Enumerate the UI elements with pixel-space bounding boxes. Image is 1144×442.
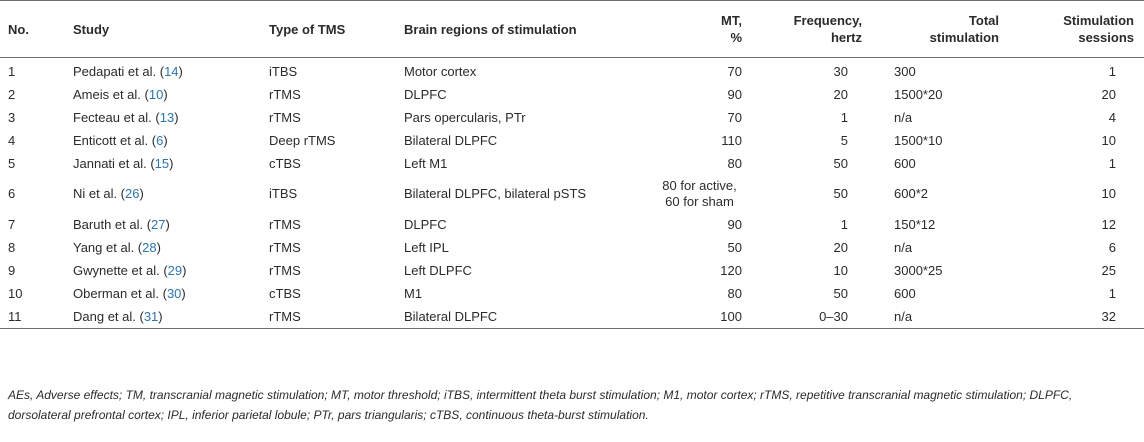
study-author: Oberman et al. ( (73, 285, 167, 301)
cell-mt (635, 236, 764, 259)
header-frequency (764, 1, 884, 58)
cell-regions: M1 (404, 285, 423, 301)
cell-regions: Left DLPFC (404, 262, 472, 278)
study-author: Ni et al. ( (73, 186, 126, 201)
cell-no: 3 (8, 109, 16, 125)
table-row (0, 213, 1144, 236)
cell-sessions: 25 (1101, 262, 1116, 278)
cell-type: cTBS (269, 155, 301, 171)
table-row (0, 106, 1144, 129)
table-row (0, 83, 1144, 106)
study-close-paren: ) (156, 239, 161, 255)
cell-study (73, 259, 269, 282)
study-close-paren: ) (165, 216, 170, 232)
study-author: Baruth et al. ( (73, 216, 152, 232)
table-row (0, 305, 1144, 329)
mt-value: 90 (727, 216, 742, 232)
cell-total: 150*12 (894, 216, 936, 232)
table-row (0, 152, 1144, 175)
cell-no: 6 (8, 186, 16, 201)
study-close-paren: ) (163, 132, 168, 148)
cell-mt (635, 129, 764, 152)
cell-sessions: 1 (1108, 285, 1116, 301)
mt-value: 110 (721, 132, 742, 148)
header-total (884, 1, 1015, 58)
study-author: Yang et al. ( (73, 239, 143, 255)
header-mt-line2: % (730, 30, 742, 45)
cell-mt (635, 213, 764, 236)
reference-link[interactable]: 14 (164, 63, 179, 79)
study-close-paren: ) (182, 262, 187, 278)
cell-no: 9 (8, 262, 16, 278)
mt-value: 80 (727, 285, 742, 301)
cell-type: rTMS (269, 305, 404, 329)
reference-link[interactable]: 10 (148, 86, 164, 102)
table-row (0, 129, 1144, 152)
cell-sessions: 1 (1108, 63, 1116, 79)
cell-study (73, 213, 269, 236)
mt-value: 70 (727, 109, 742, 125)
cell-type: rTMS (269, 109, 301, 125)
cell-sessions: 10 (1101, 132, 1116, 148)
header-total-line1: Total (968, 13, 999, 28)
cell-sessions: 10 (1101, 186, 1116, 201)
cell-regions: Left M1 (404, 155, 448, 171)
cell-study (73, 152, 269, 175)
header-sessions-line1: Stimulation (1063, 13, 1134, 28)
cell-no: 4 (8, 132, 16, 148)
cell-study (73, 305, 269, 329)
cell-mt (635, 83, 764, 106)
header-study: Study (73, 1, 269, 58)
table-row (0, 259, 1144, 282)
cell-total: 600 (894, 285, 916, 301)
cell-mt (635, 259, 764, 282)
cell-regions: Motor cortex (404, 63, 477, 79)
cell-type: iTBS (269, 63, 298, 79)
cell-study (73, 282, 269, 305)
mt-value: 80 (727, 155, 742, 171)
cell-regions: DLPFC (404, 86, 447, 102)
reference-link[interactable]: 28 (142, 239, 157, 255)
cell-study (73, 106, 269, 129)
table-row (0, 282, 1144, 305)
table-row (0, 236, 1144, 259)
header-type: Type of TMS (269, 1, 404, 58)
cell-frequency: 50 (833, 285, 848, 301)
cell-no: 10 (8, 285, 23, 301)
mt-value: 90 (727, 86, 742, 102)
cell-total: n/a (894, 239, 913, 255)
mt-value-line2: 60 for sham (665, 194, 734, 209)
header-total-line2: stimulation (929, 30, 999, 45)
study-close-paren: ) (181, 285, 186, 301)
study-author: Jannati et al. ( (73, 155, 155, 171)
table-header-row (0, 1, 1144, 58)
cell-type: Deep rTMS (269, 132, 336, 148)
cell-frequency: 30 (833, 63, 848, 79)
cell-sessions: 6 (1108, 239, 1116, 255)
mt-value: 70 (727, 63, 742, 79)
cell-mt (635, 58, 764, 84)
cell-frequency: 1 (840, 216, 848, 232)
cell-frequency: 20 (833, 86, 848, 102)
cell-study (73, 58, 269, 84)
cell-sessions: 1 (1108, 155, 1116, 171)
study-close-paren: ) (174, 109, 179, 125)
cell-total: 1500*10 (894, 132, 943, 148)
cell-no: 11 (0, 305, 73, 329)
study-author: Pedapati et al. ( (73, 63, 165, 79)
header-frequency-line2: hertz (830, 30, 862, 45)
mt-value: 120 (720, 262, 742, 278)
cell-study (73, 129, 269, 152)
cell-no: 2 (8, 86, 16, 102)
cell-type: rTMS (269, 216, 301, 232)
table-body (0, 58, 1144, 329)
reference-link[interactable]: 15 (154, 155, 170, 171)
mt-value: 50 (727, 239, 742, 255)
cell-regions: Bilateral DLPFC, bilateral pSTS (404, 186, 587, 201)
study-close-paren: ) (178, 63, 183, 79)
reference-link[interactable]: 6 (156, 132, 164, 148)
cell-regions: Left IPL (404, 239, 449, 255)
header-sessions-line2: sessions (1078, 30, 1134, 45)
reference-link[interactable]: 27 (151, 216, 166, 232)
cell-no: 1 (8, 63, 16, 79)
cell-type: rTMS (269, 86, 301, 102)
table-row (0, 58, 1144, 84)
cell-total: 300 (894, 63, 916, 79)
cell-frequency: 1 (840, 109, 848, 125)
mt-value: 80 for active, (662, 178, 737, 193)
cell-total: 3000*25 (894, 262, 943, 278)
cell-total: 600 (894, 155, 916, 171)
cell-mt (635, 305, 764, 329)
study-author: Enticott et al. ( (73, 132, 157, 148)
cell-frequency: 10 (833, 262, 848, 278)
header-no: No. (0, 1, 73, 58)
reference-link[interactable]: 30 (166, 285, 182, 301)
cell-type: cTBS (269, 285, 301, 301)
cell-total: 600*2 (894, 186, 928, 201)
study-author: Fecteau et al. ( (73, 109, 160, 125)
table-row (0, 175, 1144, 213)
cell-type: iTBS (269, 186, 298, 201)
cell-sessions: 4 (1108, 109, 1116, 125)
study-author: Ameis et al. ( (73, 86, 149, 102)
cell-mt (635, 152, 764, 175)
cell-regions: Pars opercularis, PTr (404, 109, 526, 125)
reference-link[interactable]: 29 (167, 262, 183, 278)
study-author: Gwynette et al. ( (73, 262, 168, 278)
header-sessions (1015, 1, 1144, 58)
cell-frequency: 50 (833, 155, 848, 171)
cell-mt (635, 282, 764, 305)
cell-frequency: 0–30 (764, 305, 884, 329)
cell-regions: Bilateral DLPFC (404, 305, 635, 329)
cell-no: 5 (8, 155, 16, 171)
cell-regions: DLPFC (404, 216, 447, 232)
cell-sessions: 20 (1101, 86, 1116, 102)
header-frequency-line1: Frequency, (793, 13, 862, 28)
cell-frequency: 5 (840, 132, 848, 148)
cell-no: 7 (8, 216, 16, 232)
cell-total: n/a (894, 109, 913, 125)
header-mt (635, 1, 764, 58)
cell-sessions: 32 (1015, 305, 1144, 329)
reference-link[interactable]: 31 (143, 308, 159, 324)
mt-value: 100 (720, 308, 742, 324)
cell-total: n/a (884, 305, 1015, 329)
cell-sessions: 12 (1101, 216, 1116, 232)
reference-link[interactable]: 26 (125, 186, 140, 201)
study-close-paren: ) (139, 186, 144, 201)
study-close-paren: ) (158, 308, 163, 324)
study-close-paren: ) (169, 155, 174, 171)
cell-frequency: 50 (833, 186, 848, 201)
cell-no: 8 (8, 239, 16, 255)
cell-type: rTMS (269, 262, 301, 278)
study-close-paren: ) (163, 86, 168, 102)
study-author: Dang et al. ( (73, 308, 144, 324)
cell-type: rTMS (269, 239, 301, 255)
table-footnote: AEs, Adverse effects; TM, transcranial magnetic stimulation; MT, motor threshold; iTBS, intermittent theta burst stimulation; M1, motor cortex; rTMS, repetitive transcranial magnetic stimulation; DLPFC, dorsolateral prefrontal cortex; IPL, inferior parietal lobule; PTr, pars triangularis; cTBS, continuous theta-burst stimulation. (8, 388, 1073, 422)
cell-study (73, 175, 269, 213)
header-mt-line1: MT, (721, 13, 742, 28)
cell-study (73, 236, 269, 259)
cell-study (73, 83, 269, 106)
header-regions: Brain regions of stimulation (404, 1, 635, 58)
reference-link[interactable]: 13 (159, 109, 175, 125)
cell-mt (635, 175, 764, 213)
cell-total: 1500*20 (894, 86, 943, 102)
cell-regions: Bilateral DLPFC (404, 132, 498, 148)
cell-mt (635, 106, 764, 129)
cell-frequency: 20 (833, 239, 848, 255)
